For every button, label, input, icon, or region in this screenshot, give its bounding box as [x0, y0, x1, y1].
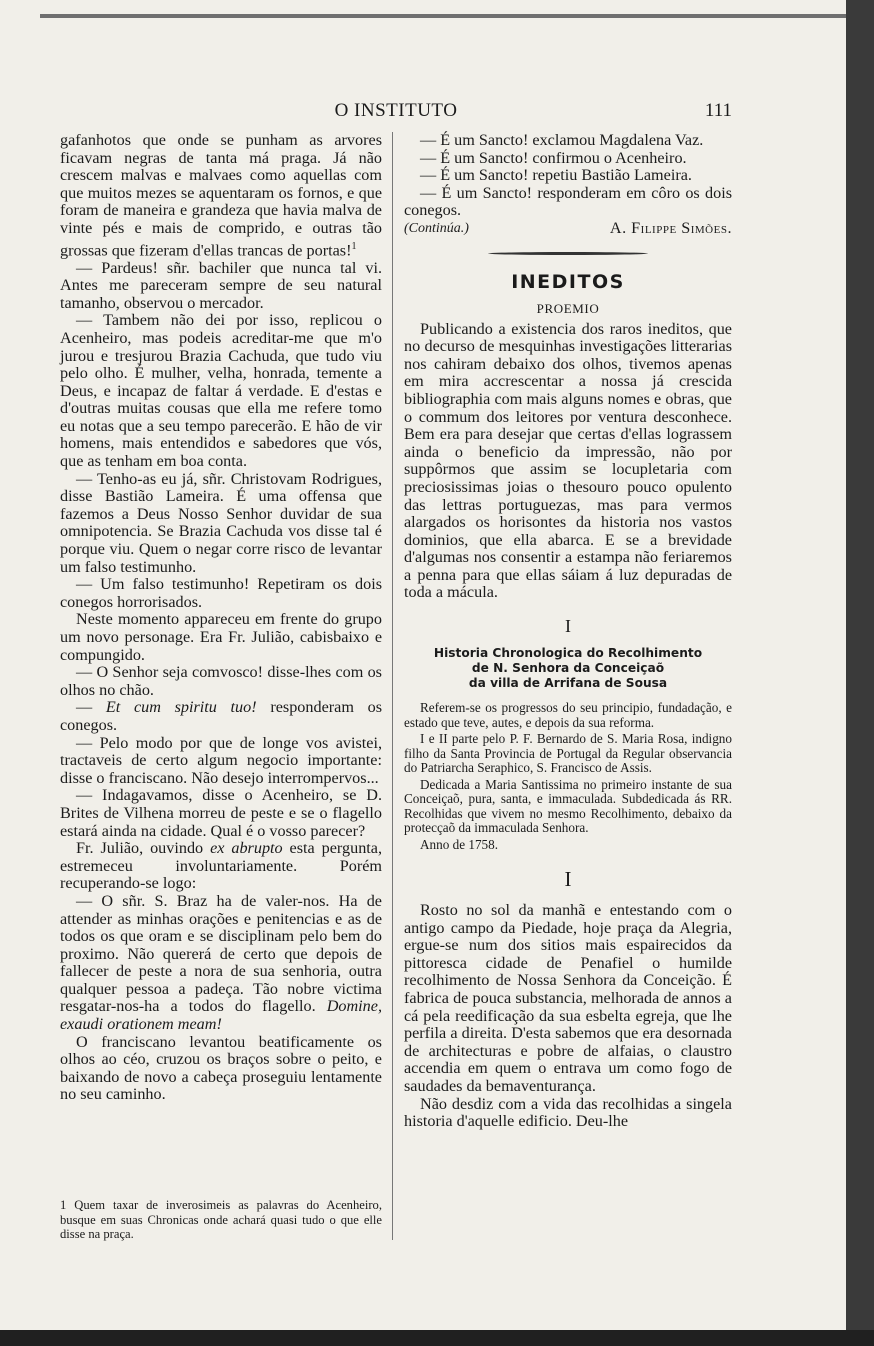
dialogue-line: — É um Sancto! exclamou Magdalena Vaz.: [420, 131, 704, 149]
paragraph: Não desdiz com a vida das recolhidas a singela historia d'aquelle edificio. Deu-lhe: [404, 1094, 732, 1131]
paragraph: — Et cum spiritu tuo! responderam os conegos.: [60, 698, 383, 734]
bottom-edge-shadow: [0, 1330, 874, 1346]
paragraph: Rosto no sol da manhã e entestando com o antigo campo da Piedade, hoje praça da Alegria, ergue-se num dos sitios mais espairecidos da pittoresca cidade de Penafiel o humilde recolhimento de Nossa Senhora da Conceição. É fabrica de pouca substancia, melhorada de annos a cá pela reedificação da sua esbelta egreja, que lhe perfila a direita. D'esta sabemos que era desornada de architecturas e pobre de alfaias, o claustro accendia em quem o entrava um como fogo de saudades da bemaventurança.: [404, 901, 732, 1095]
paragraph: O franciscano levantou beatificamente os olhos ao céo, cruzou os braços sobre o peito, e baixando de novo a cabeça proseguiu lentamente no seu caminho.: [60, 1032, 382, 1104]
title-page-description: Referem-se os progressos do seu principio, fundadação, e estado que teve, autes, e depois da sua reforma. I e II parte pelo P. F. Bernardo de S. Maria Rosa, indigno filho da Santa Provincia de Portugal da Regular observancia do Patriarcha Seraphico, S. Francisco de Assis. Dedicada a Maria Santissima no primeiro instante de sua Conceiçaõ, pura, santa, e immaculada. Subdedicada ás RR. Recolhidas que vivem no mesmo Recolhimento, debaixo da protecçaõ da immaculada Senhora. Anno de 1758.: [404, 700, 732, 852]
footnote: 1 Quem taxar de inverosimeis as palavras do Acenheiro, busque em suas Chronicas onde achará quasi tudo o que elle disse na praça.: [60, 1198, 382, 1241]
section-title: INEDITOS: [511, 270, 625, 293]
footnote-marker: 1: [351, 240, 357, 252]
roman-numeral: I: [565, 616, 571, 637]
page-edge-shadow: [846, 0, 874, 1346]
continua-note: (Continúa.): [404, 220, 469, 236]
paragraph: — O Senhor seja comvosco! disse-lhes com os olhos no chão.: [60, 663, 382, 699]
dialogue-line: — É um Sancto! repetiu Bastião Lameira.: [420, 166, 692, 185]
paragraph: Neste momento appareceu em frente do grupo um novo personage. Era Fr. Julião, cabisbaixo e compungido.: [60, 610, 382, 664]
page-number: 111: [704, 100, 732, 121]
journal-title: O INSTITUTO: [334, 100, 458, 121]
paragraph: — Tambem não dei por isso, replicou o Acenheiro, mas podeis acreditar-me que m'o jurou e tresjurou Brazia Cachuda, que tudo viu pelo olho. É mulher, velha, honrada, temente a Deus, e incapaz de faltar á verdade. E d'estas e d'outras muitas cousas que ella me refere tomo eu notas que a seu tempo parecerão. E hão de vir homens, mais entendidos e sabedores que vós, que as tenham em boa conta.: [60, 311, 382, 471]
paragraph: — Pelo modo por que de longe vos avistei, tractaveis de certo algum negocio importante: disse o franciscano. Não desejo interrompervos...: [60, 733, 382, 787]
top-border-line: [40, 14, 846, 18]
paragraph: Fr. Julião, ouvindo ex abrupto esta pergunta, estremeceu involuntariamente. Porém recuperando-se logo:: [60, 839, 383, 893]
dialogue-line: — É um Sancto! responderam em côro os dois conegos.: [404, 183, 732, 220]
right-column: [404, 132, 732, 1131]
column-divider: [392, 132, 393, 1240]
roman-numeral: I: [564, 867, 572, 892]
author-name: A. Filippe Simões.: [609, 218, 732, 237]
paragraph: gafanhotos que onde se punham as arvores ficavam negras de tanta má praga. Já não crescem malvas e malvaes como aquellas com que muitos mezes se aquentaram os fornos, e que foram de maneira e grandeza que havia malva de vinte pés e mais de comprido, e outras tão grossas que fizeram d'ellas trancas de portas!$^1$: [60, 131, 382, 259]
dialogue-line: — É um Sancto! confirmou o Acenheiro.: [420, 148, 687, 167]
signature-line: [404, 220, 732, 238]
section-rule: [488, 252, 648, 255]
paragraph: Publicando a existencia dos raros ineditos, que no decurso de mesquinhas investigações litterarias nos cahiram debaixo dos olhos, tivemos apenas em mira accrescentar a nossa já crescida bibliographia com mais alguns nomes e obras, que o commum dos leitores por ventura desconhece. Bem era para desejar que certas d'ellas lograssem ainda o beneficio da impressão, não por suppôrmos que assim se locupletaria com preciosissimas joias o thesouro pouco opulento das lettras portuguezas, mas para vermos alargados os horisontes da historia nos vastos dominios, que ella abarca. E se a brevidade d'algumas nos consentir a estampa não feriaremos a penna para que ellas sáiam á luz depuradas de toda a mácula.: [404, 319, 732, 602]
paragraph: — Um falso testimunho! Repetiram os dois conegos horrorisados.: [60, 575, 382, 611]
work-title: Historia Chronologica do Recolhimento de N. Senhora da Conceiçaõ da villa de Arrifana de Sousa: [433, 646, 703, 691]
paragraph: — Pardeus! sñr. bachiler que nunca tal vi. Antes me pareceram sempre de seu natural tamanho, observou o mercador.: [60, 258, 382, 312]
subsection-title: PROEMIO: [536, 300, 600, 316]
left-column: [60, 132, 382, 1104]
paragraph: — O sñr. S. Braz ha de valer-nos. Ha de attender as minhas orações e penitencias e as de todos os que oram e se disciplinam pelo bem do proximo. Não quererá de certo que depois de fallecer de peste a nora de sua senhoria, outra qualquer pessoa a padeça. Tão nobre victima resgatar-nos-ha a todos do flagello. Domine, exaudi orationem meam!: [60, 891, 382, 1034]
running-header: [60, 100, 732, 124]
paragraph: — Tenho-as eu já, sñr. Christovam Rodrigues, disse Bastião Lameira. É uma offensa que fazemos a Deus Nosso Senhor duvidar de sua omnipotencia. Se Brazia Cachuda vos disse tal é porque viu. Quem o negar corre risco de levantar um falso testimunho.: [60, 469, 382, 576]
paragraph: — Indagavamos, disse o Acenheiro, se D. Brites de Vilhena morreu de peste e se o flagello estará ainda na cidade. Qual é o vosso parecer?: [60, 786, 382, 840]
